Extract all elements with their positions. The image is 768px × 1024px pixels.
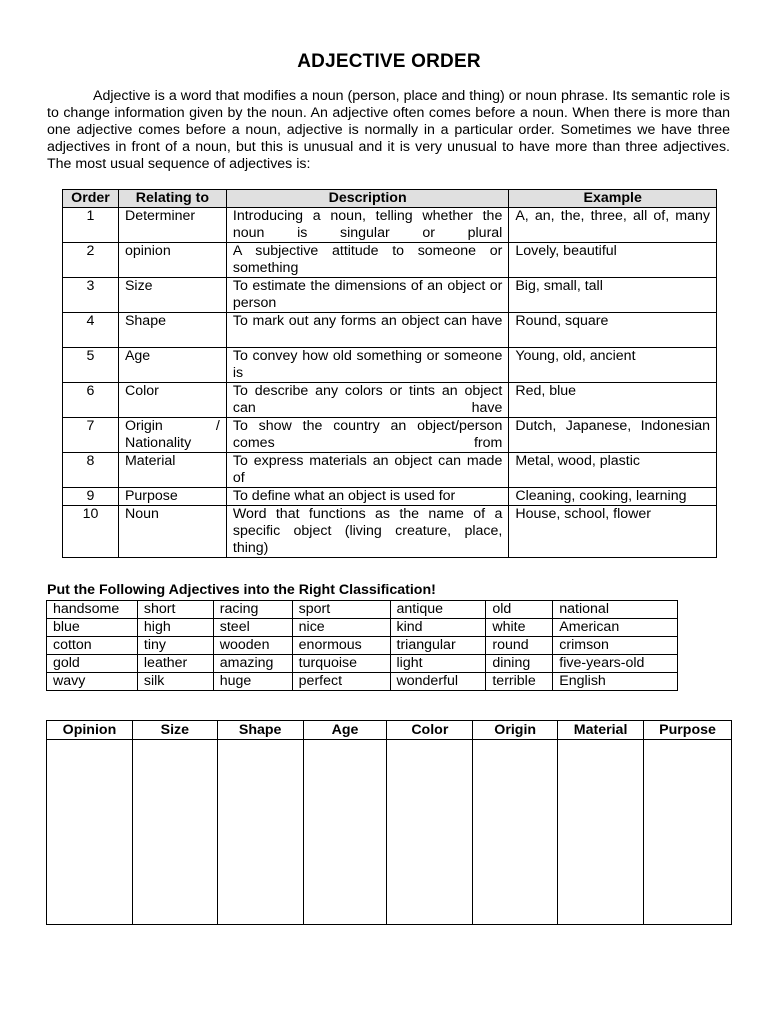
table-row xyxy=(63,418,717,453)
adjective-word: wonderful xyxy=(390,673,486,691)
order-number: 2 xyxy=(63,243,119,278)
table-header-row xyxy=(63,190,717,208)
answer-cell-age[interactable] xyxy=(303,740,387,925)
adjective-word: short xyxy=(137,601,213,619)
relating-to: Color xyxy=(118,383,226,418)
description: A subjective attitude to someone or something xyxy=(226,243,508,278)
example: A, an, the, three, all of, many xyxy=(509,208,717,243)
relating-to: Material xyxy=(118,453,226,488)
adjective-word: white xyxy=(486,619,553,637)
example: Red, blue xyxy=(509,383,717,418)
answer-cell-size[interactable] xyxy=(132,740,217,925)
intro-paragraph: Adjective is a word that modifies a noun (person, place and thing) or noun phrase. Its semantic role is to change information given by the noun. An adjective often comes before a noun. When there is more than one adjective comes before a noun, adjective is normally in a particular order. Sometimes we have three adjectives in front of a noun, but this is unusual and it is very unusual to have more than three adjectives. The most usual sequence of adjectives is: xyxy=(47,88,730,172)
adjective-word: wavy xyxy=(47,673,138,691)
example: Dutch, Japanese, Indonesian xyxy=(509,418,717,453)
relating-to: opinion xyxy=(118,243,226,278)
header-origin: Origin xyxy=(473,721,558,740)
adjective-word: triangular xyxy=(390,637,486,655)
header-material: Material xyxy=(558,721,644,740)
order-number: 6 xyxy=(63,383,119,418)
answer-cell-purpose[interactable] xyxy=(644,740,732,925)
page-title: ADJECTIVE ORDER xyxy=(297,51,481,72)
order-number: 1 xyxy=(63,208,119,243)
table-row xyxy=(63,348,717,383)
order-number: 3 xyxy=(63,278,119,313)
adjective-word: crimson xyxy=(553,637,678,655)
table-header-row xyxy=(47,721,732,740)
example: Round, square xyxy=(509,313,717,348)
adjective-word: wooden xyxy=(213,637,292,655)
adjective-word: American xyxy=(553,619,678,637)
answer-cell-color[interactable] xyxy=(387,740,473,925)
adjective-word: blue xyxy=(47,619,138,637)
description: To define what an object is used for xyxy=(226,488,508,506)
description: To show the country an object/person comes from xyxy=(226,418,508,453)
adjective-word: huge xyxy=(213,673,292,691)
adjective-word: five-years-old xyxy=(553,655,678,673)
relating-to: Origin / Nationality xyxy=(118,418,226,453)
adjective-word: gold xyxy=(47,655,138,673)
example: Big, small, tall xyxy=(509,278,717,313)
adjective-word: racing xyxy=(213,601,292,619)
table-row xyxy=(47,601,678,619)
relating-to: Age xyxy=(118,348,226,383)
example: Lovely, beautiful xyxy=(509,243,717,278)
adjective-word: handsome xyxy=(47,601,138,619)
adjective-word-table xyxy=(46,600,678,691)
table-row xyxy=(47,673,678,691)
header-shape: Shape xyxy=(217,721,303,740)
description: To mark out any forms an object can have xyxy=(226,313,508,348)
answer-cell-material[interactable] xyxy=(558,740,644,925)
adjective-word: English xyxy=(553,673,678,691)
order-number: 8 xyxy=(63,453,119,488)
adjective-word: antique xyxy=(390,601,486,619)
adjective-word: perfect xyxy=(292,673,390,691)
adjective-word: terrible xyxy=(486,673,553,691)
relating-to: Noun xyxy=(118,506,226,558)
table-row xyxy=(47,637,678,655)
answer-row xyxy=(47,740,732,925)
header-age: Age xyxy=(303,721,387,740)
adjective-word: dining xyxy=(486,655,553,673)
order-number: 9 xyxy=(63,488,119,506)
example: Young, old, ancient xyxy=(509,348,717,383)
answer-cell-shape[interactable] xyxy=(217,740,303,925)
classification-table xyxy=(46,720,732,925)
table-row xyxy=(63,453,717,488)
header-example: Example xyxy=(509,190,717,208)
adjective-word: light xyxy=(390,655,486,673)
adjective-word: amazing xyxy=(213,655,292,673)
adjective-word: leather xyxy=(137,655,213,673)
header-opinion: Opinion xyxy=(47,721,133,740)
relating-to: Shape xyxy=(118,313,226,348)
adjective-word: national xyxy=(553,601,678,619)
adjective-word: tiny xyxy=(137,637,213,655)
relating-to: Determiner xyxy=(118,208,226,243)
adjective-word: enormous xyxy=(292,637,390,655)
adjective-word: steel xyxy=(213,619,292,637)
example: Cleaning, cooking, learning xyxy=(509,488,717,506)
header-order: Order xyxy=(63,190,119,208)
adjective-word: sport xyxy=(292,601,390,619)
description: To describe any colors or tints an object can have xyxy=(226,383,508,418)
adjective-word: cotton xyxy=(47,637,138,655)
description: To express materials an object can made of xyxy=(226,453,508,488)
answer-cell-opinion[interactable] xyxy=(47,740,133,925)
example: Metal, wood, plastic xyxy=(509,453,717,488)
header-relating-to: Relating to xyxy=(118,190,226,208)
relating-to: Size xyxy=(118,278,226,313)
adjective-word: silk xyxy=(137,673,213,691)
description: Introducing a noun, telling whether the noun is singular or plural xyxy=(226,208,508,243)
table-row xyxy=(63,383,717,418)
table-row xyxy=(63,313,717,348)
header-color: Color xyxy=(387,721,473,740)
adjective-word: old xyxy=(486,601,553,619)
header-purpose: Purpose xyxy=(644,721,732,740)
header-description: Description xyxy=(226,190,508,208)
table-row xyxy=(63,208,717,243)
header-size: Size xyxy=(132,721,217,740)
table-row xyxy=(47,655,678,673)
adjective-word: nice xyxy=(292,619,390,637)
adjective-word: turquoise xyxy=(292,655,390,673)
table-row xyxy=(63,506,717,558)
adjective-order-table xyxy=(62,189,717,558)
relating-to: Purpose xyxy=(118,488,226,506)
answer-cell-origin[interactable] xyxy=(473,740,558,925)
order-number: 5 xyxy=(63,348,119,383)
order-number: 7 xyxy=(63,418,119,453)
description: Word that functions as the name of a specific object (living creature, place, thing) xyxy=(226,506,508,558)
order-number: 10 xyxy=(63,506,119,558)
adjective-word: round xyxy=(486,637,553,655)
adjective-word: kind xyxy=(390,619,486,637)
table-row xyxy=(63,243,717,278)
example: House, school, flower xyxy=(509,506,717,558)
table-row xyxy=(47,619,678,637)
exercise-heading: Put the Following Adjectives into the Right Classification! xyxy=(47,582,436,598)
description: To convey how old something or someone is xyxy=(226,348,508,383)
order-number: 4 xyxy=(63,313,119,348)
description: To estimate the dimensions of an object or person xyxy=(226,278,508,313)
adjective-word: high xyxy=(137,619,213,637)
table-row xyxy=(63,488,717,506)
table-row xyxy=(63,278,717,313)
